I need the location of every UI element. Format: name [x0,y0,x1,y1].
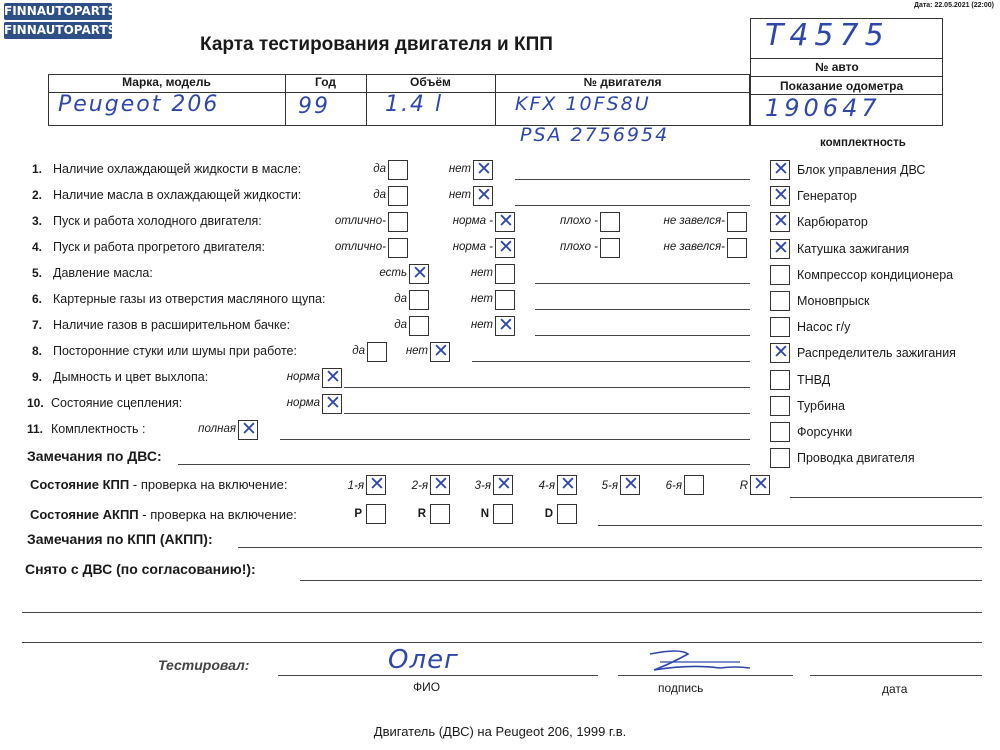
checkbox[interactable] [770,448,790,468]
checkbox[interactable] [727,212,747,232]
option-label: норма - [452,241,493,253]
checkbox[interactable] [770,239,790,259]
make-model-value: Peugeot 206 [58,92,220,117]
checkbox[interactable] [366,504,386,524]
print-date: Дата: 22.05.2021 (22:00) [913,2,994,9]
completeness-item-label: ТНВД [797,372,831,387]
check-question: Давление масла: [53,266,153,280]
answer-line [515,179,750,180]
engine-number-extra: PSA 2756954 [520,124,670,146]
completeness-item-label: Форсунки [797,425,853,439]
option-label: да [394,293,407,305]
completeness-title: комплектность [820,137,906,149]
kpp-label: Состояние КПП [30,477,130,492]
option-label: отлично- [334,241,386,253]
checkbox[interactable] [770,212,790,232]
brand-badge: FINNAUTOPARTS [4,23,117,37]
date-label: дата [882,682,908,696]
checkbox[interactable] [770,160,790,180]
checkbox[interactable] [600,212,620,232]
brand-badge: FINNAUTOPARTS [4,4,117,18]
checkbox[interactable] [495,316,515,336]
check-question: Дымность и цвет выхлопа: [53,370,209,384]
checkbox[interactable] [770,370,790,390]
mode-label: D [544,508,553,520]
check-question: Наличие охлаждающей жидкости в масле: [53,162,302,176]
completeness-item-label: Распределитель зажигания [797,346,956,361]
gear-label: R [739,480,748,492]
option-label: нет [470,293,493,305]
option-label: плохо - [560,241,598,253]
gear-label: 6-я [665,480,682,492]
removed-label [25,561,256,577]
option-label: не завелся- [663,215,725,227]
option-label: отлично- [334,215,386,227]
answer-line [535,335,750,336]
year-value: 99 [298,94,330,119]
checkbox[interactable] [750,475,770,495]
check-number: 3. [32,214,43,228]
gear-label: 1-я [347,480,364,492]
checkbox[interactable] [430,504,450,524]
checkbox[interactable] [322,368,342,388]
mode-label: N [480,508,489,520]
signature-label: подпись [658,681,704,695]
checkbox[interactable] [770,291,790,311]
remarks-kpp-label: Замечания по КПП (АКПП): [27,531,213,547]
option-label: да [352,345,365,357]
option-label: нет [448,163,471,175]
check-number: 4. [32,240,43,254]
check-question: Наличие газов в расширительном бачке: [53,318,291,332]
akpp-suffix: - проверка на включение: [142,507,297,522]
checkbox[interactable] [770,317,790,337]
checkbox[interactable] [557,504,577,524]
checkbox[interactable] [770,343,790,363]
checkbox[interactable] [770,265,790,285]
check-question: Картерные газы из отверстия масляного щупа: [53,292,326,306]
gear-label: 2-я [411,480,428,492]
header-make-model: Марка, модель [122,75,211,89]
header-year: Год [315,75,336,89]
answer-line [472,361,750,362]
tested-label: Тестировал: [158,657,250,673]
answer-line [344,413,750,414]
kpp-row-label [30,477,287,492]
akpp-row-label [30,507,297,522]
checkbox[interactable] [322,394,342,414]
option-label: да [394,319,407,331]
removed-bold: Снято с ДВС [25,561,113,577]
check-number: 11. [27,422,44,436]
check-question: Посторонние стуки или шумы при работе: [53,344,297,358]
check-question: Пуск и работа холодного двигателя: [53,214,262,228]
signature-mark [640,646,760,678]
option-label: полная [198,423,236,435]
odometer-value: 190647 [765,94,881,122]
checkbox[interactable] [495,264,515,284]
check-question: Состояние сцепления: [51,396,183,410]
car-number-value: T4575 [765,18,890,53]
remarks-engine-label: Замечания по ДВС: [27,448,162,464]
checkbox[interactable] [495,290,515,310]
completeness-item-label: Моновпрыск [797,294,870,308]
completeness-item-label: Проводка двигателя [797,451,915,466]
option-label: нет [405,345,428,357]
tester-name: Олег [388,645,459,675]
mode-label: P [354,508,362,520]
check-question: Наличие масла в охлаждающей жидкости: [53,188,302,202]
check-number: 5. [32,266,43,280]
option-label: нет [448,189,471,201]
check-question: Пуск и работа прогретого двигателя: [53,240,265,254]
gear-label: 3-я [474,480,491,492]
check-number: 9. [32,370,43,384]
completeness-item-label: Карбюратор [797,215,868,230]
answer-line [535,283,750,284]
option-label: норма [286,371,320,383]
option-label: нет [470,267,493,279]
removed-rest: (по согласованию!): [112,561,256,577]
option-label: есть [379,267,407,279]
answer-line [535,309,750,310]
engine-number-value: KFX 10FS8U [515,93,651,115]
checkbox[interactable] [727,238,747,258]
completeness-item-label: Генератор [797,189,857,204]
option-label: да [373,189,386,201]
kpp-suffix: - проверка на включение: [132,477,288,492]
check-number: 2. [32,188,43,202]
checkbox[interactable] [430,342,450,362]
car-number-label: № авто [815,60,859,74]
header-volume: Объём [410,75,451,89]
volume-value: 1.4 l [385,92,444,117]
check-question: Комплектность : [51,422,146,436]
checkbox[interactable] [473,186,493,206]
checkbox[interactable] [770,396,790,416]
answer-line [515,205,750,206]
page-title: Карта тестирования двигателя и КПП [200,34,553,55]
image-caption: Двигатель (ДВС) на Peugeot 206, 1999 г.в. [373,724,627,739]
checkbox[interactable] [473,160,493,180]
completeness-item-label: Блок управления ДВС [797,163,926,177]
completeness-item-label: Турбина [797,398,845,413]
checkbox[interactable] [770,186,790,206]
checkbox[interactable] [493,504,513,524]
gear-label: 5-я [601,480,618,492]
option-label: нет [470,319,493,331]
odometer-label: Показание одометра [780,79,904,93]
option-label: норма [286,397,320,409]
option-label: не завелся- [663,241,725,253]
gear-label: 4-я [538,480,555,492]
fio-label: ФИО [413,680,441,694]
header-engine-number: № двигателя [583,75,662,89]
answer-line [344,387,750,388]
check-number: 6. [32,292,43,306]
completeness-item-label: Катушка зажигания [797,241,910,256]
answer-line [280,439,750,440]
check-number: 10. [27,396,44,410]
option-label: норма - [452,215,493,227]
check-number: 1. [32,162,43,176]
checkbox[interactable] [770,422,790,442]
akpp-label: Состояние АКПП [30,507,139,522]
option-label: да [373,163,386,175]
check-number: 7. [32,318,43,332]
checkbox[interactable] [600,238,620,258]
completeness-item-label: Компрессор кондиционера [797,267,954,282]
check-number: 8. [32,344,43,358]
mode-label: R [417,508,426,520]
option-label: плохо - [560,215,598,227]
checkbox[interactable] [238,420,258,440]
completeness-item-label: Насос г/у [797,320,851,335]
